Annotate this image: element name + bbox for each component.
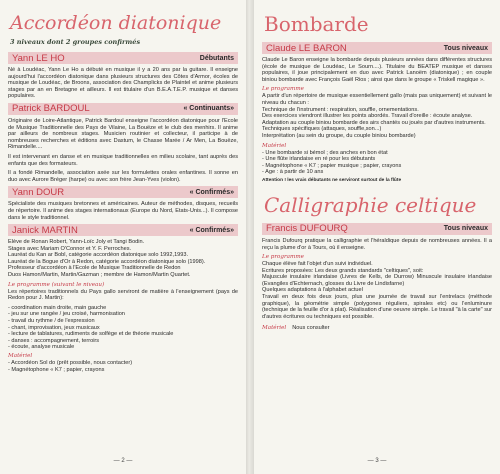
program-heading: Le programme (suivant le niveau) [8,281,105,288]
left-page [0,0,246,474]
materiel-heading: Matériel [262,325,287,332]
page-title-calligraphie: Calligraphie celtique [264,192,477,217]
teacher-band [8,103,238,115]
page-number: — 2 — [113,458,133,464]
materiel-list [8,360,238,373]
level-tag: Tous niveaux [443,44,488,52]
teacher-name: Claude LE BARON [266,42,347,54]
program-paragraph: Quelques adaptations à l'alphabet actuel [262,287,363,294]
program-paragraph: Chaque élève fait l'objet d'un suivi individuel. [262,261,373,268]
attention-note: Attention ! les vrais débutants ne serviront surtout de la flûte [262,177,402,183]
teacher-bio: Professeur d'accordéon à l'Ecole de Musique Traditionnelle de Redon [8,265,181,272]
list-item: - Magnétophone « K7 ; papier, crayons [8,366,105,373]
program-paragraph: Adaptation au couple biniou bombarde des airs chantés ou joués par d'autres instruments. [262,119,486,126]
teacher-section-martin [8,224,238,279]
program-paragraph: Ecritures proposées: Les deux grands standards "celtiques", soit: [262,267,424,274]
materiel-heading: Matériel [262,142,287,149]
page-title-accordeon: Accordéon diatonique [10,12,222,34]
page-number: — 3 — [367,458,387,464]
program-paragraph: Des exercices viendront illustrer les points abordés. Travail d'oreille : écoute analyse. [262,113,473,120]
materiel-heading: Matériel [8,353,33,359]
level-tag: « Continuants» [183,105,234,113]
teacher-band [262,42,492,54]
list-item: - Une bombarde si bémol ; des anches en bon état [262,149,388,156]
teacher-bio: Spécialiste des musiques bretonnes et américaines. Auteur de méthodes, disques, recueils de répertoire. Il anime des stages internationaux (Europe du Nord, Etats-Unis...). Il compose dans le style traditionnel. [8,201,238,221]
teacher-band [8,52,238,64]
list-item: - jeu sur une rangée / jeu croisé, harmonisation [8,311,125,318]
list-item: - Accordéon Sol do (prêt possible, nous contacter) [8,360,133,366]
list-item: - Une flûte irlandaise en ré pour les débutants [262,156,376,163]
teacher-name: Patrick BARDOUL [12,103,90,115]
program-paragraph: A partir d'un répertoire de musique essentiellement gallo (mais pas uniquement) et suivant le niveau du chacun : [262,93,492,106]
program-list [8,305,238,351]
program-paragraph: Majuscule insulaire irlandaise (Livres de Kells, de Durrow) Minuscule insulaire irlandaise (Evangiles d'Echternach, glosses du Livre de Lindisfarne) [262,274,492,287]
teacher-section-bardoul [8,103,238,183]
right-page [254,0,500,474]
teacher-bio: Il est intervenant en danse et en musique traditionnelles en milieu scolaire, tant auprès des enfants que des formateurs. [8,153,238,167]
teacher-bio: Duos Hamon/Martin, Martin/Gazman ; membre de Hamon/Martin Quartet. [8,272,191,279]
teacher-section-le-ho [8,52,238,100]
page-gutter [246,0,254,474]
teacher-name: Janick MARTIN [12,224,78,236]
level-tag: « Confirmés» [189,226,234,234]
program-intro: Les répertoires traditionnels du Pays gallo serviront de matière à l'enseignement (pays de Redon pour J. Martin): [8,288,238,302]
level-tag: Tous niveaux [443,225,488,233]
list-item: - lecture de tablatures, rudiments de solfège et de théorie musicale [8,331,174,338]
teacher-name: Francis DUFOURQ [266,223,348,235]
teacher-name: Yann LE HO [12,52,65,64]
level-tag: « Confirmés» [189,188,234,196]
teacher-bio: Originaire de Loire-Atlantique, Patrick Bardoul enseigne l'accordéon diatonique pour l'Ecole de Musique Traditionnelle des Pays de Vilaine, La Bouëze et le club des menhirs. Il anime par ailleurs de nombreux stages. Musicien routinier et collecteur, il participe à de nombreuses recherches et éditions avec Dastum, le Chasse Marée / Ar Men, La Bouëze, Rimandelle.... [8,117,238,151]
program-paragraph: Techniques spécifiques (attaques, souffle,son...) [262,126,382,133]
program-heading: Le programme [262,86,304,93]
list-item: - chant, improvisation, jeux musicaux [8,324,100,331]
teacher-name: Yann DOUR [12,186,65,198]
teacher-section-dour [8,186,238,221]
level-tag: Débutants [199,54,234,62]
teacher-bio: Francis Dufourq pratique la calligraphie et l'héraldique depuis de nombreuses années. Il a reçu la plume d'or à Tours, où il enseigne. [262,237,492,251]
teacher-bio: Lauréat de la Bogue d'Or à Redon, catégorie accordéon diatonique solo (1998). [8,258,206,265]
teacher-bio: Lauréat du Kan ar Bobl, catégorie accordéon diatonique solo 1992,1993. [8,252,189,259]
teacher-band [8,186,238,198]
accordeon-subtitle: 3 niveaux dont 2 groupes confirmés [10,38,141,46]
list-item: - danses : accompagnement, terroirs [8,337,100,344]
teacher-bio: Stages avec Mariam O'Connor et Y. F. Perroches. [8,245,132,252]
materiel-text: Nous consulter [292,325,330,332]
program-paragraph: Technique de l'instrument : respiration, souffle, ornementations. [262,106,419,113]
materiel-list [262,150,492,176]
list-item: - travail du rythme / de l'expression [8,318,95,325]
teacher-bio: Né à Loudéac, Yann Le Ho a débuté en musique il y a 20 ans par la guitare. Il enseigne aujourd'hui l'accordéon diatonique dans plusieurs structures des Côtes d'Armor, écoles de musique de Loudéac, de Broons, association des Champlicks de Plaintel et anime plusieurs stages par an en Bretagne et ailleurs. Il est titulaire d'un B.E.A.T.E.P. musique et danses populaires. [8,67,238,100]
program-paragraph: Interprétation (au sein du groupe, du couple biniou bombarde) [262,132,416,139]
list-item: - coordination main droite, main gauche [8,304,107,311]
program-paragraph: Travail en deux fois deux jours, plus une journée de travail sur l'entrelacs (méthode graphique), la géométrie simple (polygones réguliers, spirales etc) ou l'enluminure (technique de la feuille d'or à plat). Réalisation d'une oeuvre simple. Le travail "à la carte" sur d'autres écritures ou techniques est possible. [262,294,492,320]
program-heading: Le programme [262,254,304,261]
materiel-row [262,323,492,332]
teacher-bio: Elève de Ronan Robert, Yann-Loïc Joly et Tangi Bodin. [8,239,145,246]
teacher-band [262,223,492,235]
list-item: - Magnétophone « K7 ; papier musique ; papier, crayons [262,162,402,169]
teacher-bio: Claude Le Baron enseigne la bombarde depuis plusieurs années dans différentes structures (école de musique de Loudéac, Le Sourn....). Titulaire du BEATEP musique et danses populaires, il joue principalement en duo avec Patrick Lanoëm (diatonique) ; en couple biniou bombarde avec François Gaël Rios ; ainsi que dans le groupe « Triskell magique ». [262,57,492,83]
teacher-band [8,224,238,236]
list-item: - écoute, analyse musicale [8,344,75,351]
teacher-bio: Il a fondé Rimandelle, association axée sur les formulettes orales enfantines. Il sonne en duo avec Aurore Bréger (harpe) ou avec son frère Jean-Yves (violon). [8,170,238,183]
list-item: - Age : à partir de 10 ans [262,169,324,176]
page-title-bombarde: Bombarde [264,12,369,36]
